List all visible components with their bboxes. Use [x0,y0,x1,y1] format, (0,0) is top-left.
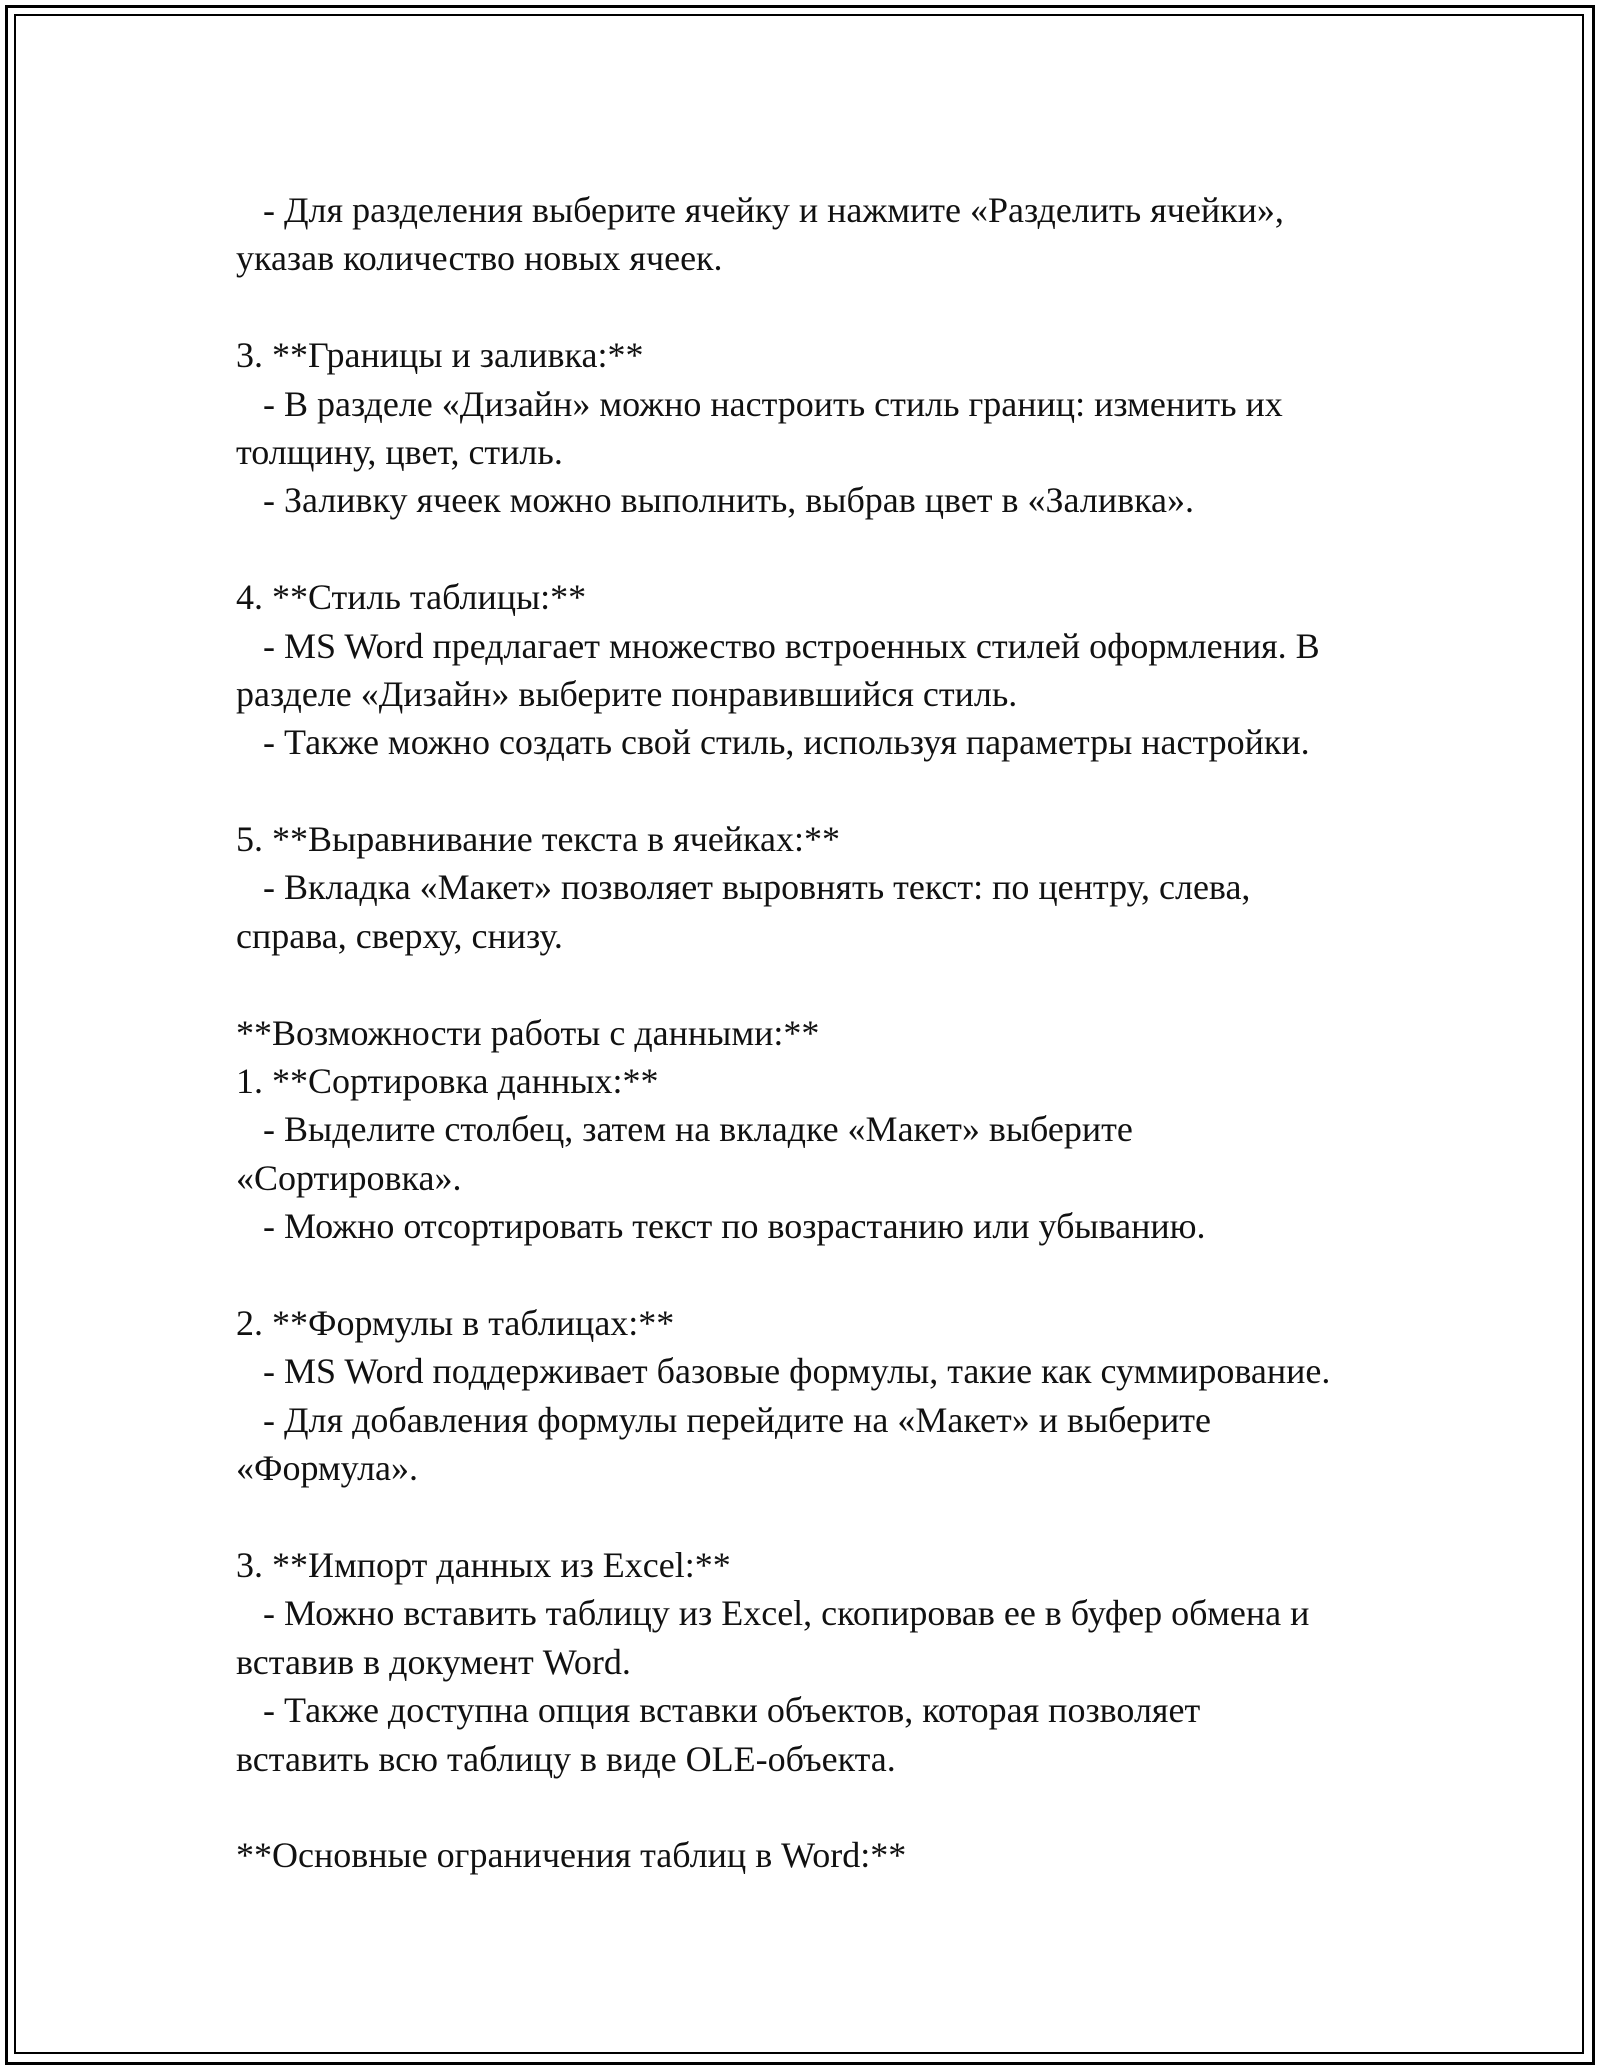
blank-line [236,1783,1376,1831]
section-heading: **Основные ограничения таблиц в Word:** [236,1835,907,1876]
section-heading: 4. **Стиль таблицы:** [236,577,587,618]
text-line: - В разделе «Дизайн» можно настроить стиль границ: изменить их [236,383,1283,424]
text-line: - Также доступна опция вставки объектов, которая позволяет [236,1690,1201,1731]
blank-line [236,960,1376,1008]
blank-line [236,1493,1376,1541]
blank-line [236,283,1376,331]
text-line: - MS Word поддерживает базовые формулы, такие как суммирование. [236,1351,1331,1392]
blank-line [236,1251,1376,1299]
text-line: «Формула». [236,1448,419,1489]
blank-line [236,525,1376,573]
text-line: - Для добавления формулы перейдите на «Макет» и выберите [236,1399,1211,1440]
section-heading: 3. **Границы и заливка:** [236,335,644,376]
text-line: - Для разделения выберите ячейку и нажмите «Разделить ячейки», [236,190,1284,230]
section-heading: 2. **Формулы в таблицах:** [236,1302,675,1343]
text-line: - Заливку ячеек можно выполнить, выбрав цвет в «Заливка». [236,480,1195,521]
text-line: - Можно отсортировать текст по возрастанию или убыванию. [236,1206,1206,1247]
text-line: - Вкладка «Макет» позволяет выровнять текст: по центру, слева, [236,867,1251,908]
section-heading: 1. **Сортировка данных:** [236,1061,659,1102]
text-line: справа, сверху, снизу. [236,915,563,956]
text-line: - Можно вставить таблицу из Excel, скопировав ее в буфер обмена и [236,1593,1310,1634]
text-line: разделе «Дизайн» выберите понравившийся стиль. [236,673,1018,714]
blank-line [236,767,1376,815]
text-line: толщину, цвет, стиль. [236,431,563,472]
text-line: вставить всю таблицу в виде OLE-объекта. [236,1738,896,1779]
text-line: - MS Word предлагает множество встроенных стилей оформления. В [236,625,1320,666]
document-body [236,186,1376,1880]
text-line: вставив в документ Word. [236,1641,631,1682]
text-line: указав количество новых ячеек. [236,238,723,279]
section-heading: 3. **Импорт данных из Excel:** [236,1544,731,1585]
section-heading: **Возможности работы с данными:** [236,1012,820,1053]
section-heading: 5. **Выравнивание текста в ячейках:** [236,819,840,860]
text-line: - Выделите столбец, затем на вкладке «Макет» выберите [236,1109,1133,1150]
text-line: «Сортировка». [236,1157,462,1198]
text-line: - Также можно создать свой стиль, используя параметры настройки. [236,722,1310,763]
